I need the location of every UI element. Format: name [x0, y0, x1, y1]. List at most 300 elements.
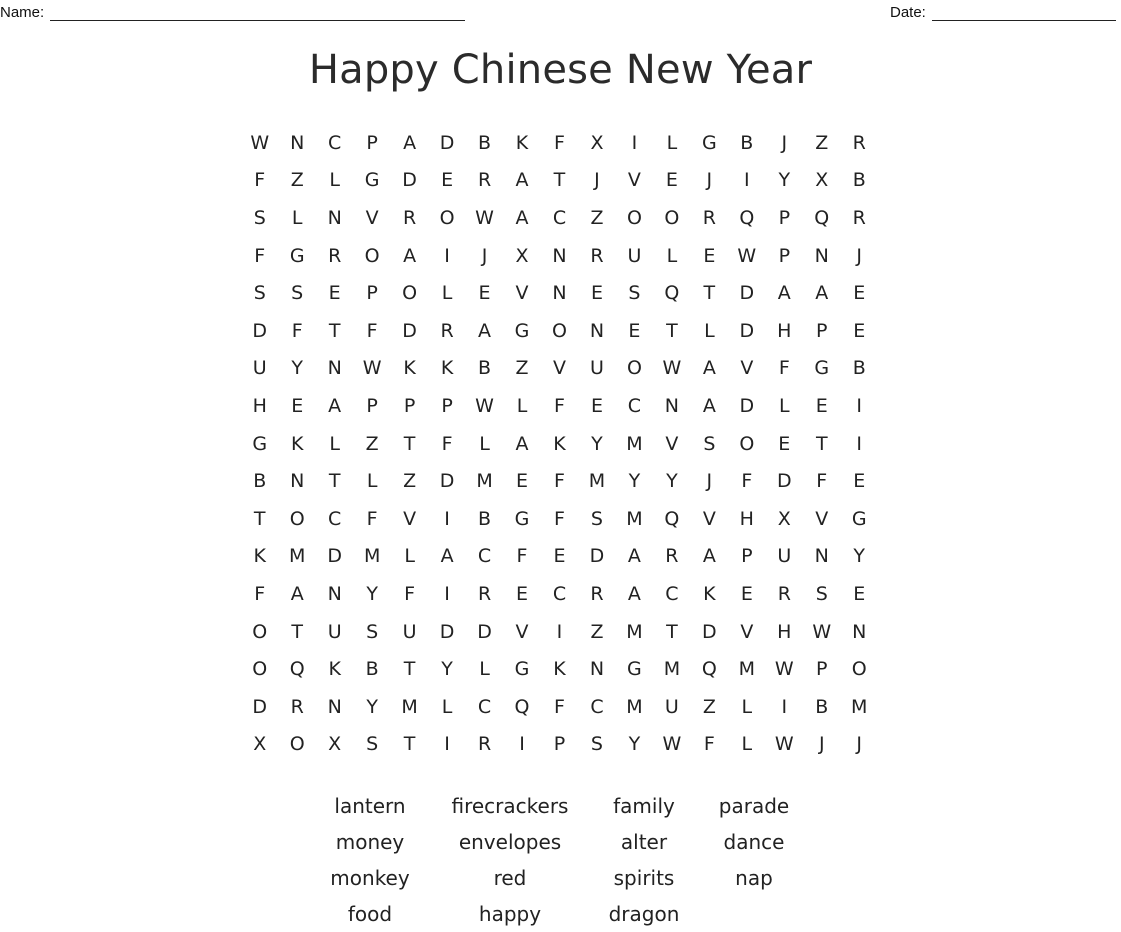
grid-letter[interactable]: K — [290, 432, 304, 455]
grid-letter[interactable]: G — [514, 319, 530, 342]
grid-letter[interactable]: R — [477, 169, 492, 192]
grid-letter[interactable]: B — [478, 357, 492, 380]
grid-letter[interactable]: F — [554, 131, 565, 154]
grid-letter[interactable]: H — [739, 507, 754, 530]
grid-letter[interactable]: P — [816, 319, 828, 342]
page-title: Happy Chinese New Year — [308, 47, 813, 93]
grid-letter[interactable]: M — [588, 470, 606, 493]
grid-letter[interactable]: G — [627, 658, 642, 681]
grid-letter[interactable]: N — [327, 206, 342, 229]
grid-letter[interactable]: Y — [628, 470, 641, 493]
grid-letter[interactable]: E — [553, 545, 566, 568]
grid-letter[interactable]: Q — [814, 206, 830, 229]
grid-letter[interactable]: R — [477, 582, 492, 605]
grid-letter[interactable]: S — [291, 282, 304, 305]
grid-letter[interactable]: Y — [778, 169, 791, 192]
grid-letter[interactable]: N — [852, 620, 867, 643]
grid-letter[interactable]: W — [250, 131, 270, 154]
date-blank-line[interactable] — [932, 4, 1116, 21]
grid-letter[interactable]: I — [444, 507, 450, 530]
grid-letter[interactable]: M — [626, 695, 643, 718]
grid-letter[interactable]: B — [852, 169, 866, 192]
grid-letter[interactable]: N — [327, 357, 342, 380]
grid-letter[interactable]: A — [440, 545, 454, 568]
grid-letter[interactable]: I — [631, 131, 638, 154]
grid-letter[interactable]: D — [739, 319, 755, 342]
grid-letter[interactable]: T — [403, 733, 416, 756]
grid-letter[interactable]: D — [439, 131, 455, 154]
grid-letter[interactable]: Y — [628, 733, 641, 756]
grid-letter[interactable]: G — [514, 658, 530, 681]
grid-letter[interactable]: B — [815, 695, 829, 718]
grid-letter[interactable]: J — [706, 470, 713, 493]
grid-letter[interactable]: E — [665, 169, 678, 192]
grid-letter[interactable]: Y — [591, 432, 603, 455]
grid-letter[interactable]: J — [856, 244, 863, 267]
grid-letter[interactable]: T — [553, 169, 566, 192]
grid-letter[interactable]: T — [291, 620, 303, 643]
grid-letter[interactable]: P — [366, 282, 378, 305]
grid-letter[interactable]: I — [856, 432, 863, 455]
grid-letter[interactable]: V — [552, 357, 566, 380]
word-list — [300, 788, 820, 932]
grid-letter[interactable]: Q — [289, 658, 305, 681]
grid-letter[interactable]: O — [552, 319, 567, 342]
grid-letter[interactable]: E — [590, 282, 603, 305]
grid-letter[interactable]: J — [818, 733, 825, 756]
grid-letter[interactable]: G — [514, 507, 530, 530]
grid-letter[interactable]: U — [402, 620, 417, 643]
grid-letter[interactable]: E — [516, 470, 529, 493]
grid-letter[interactable]: M — [401, 695, 418, 718]
grid-letter[interactable]: A — [702, 545, 716, 568]
grid-letter[interactable]: W — [774, 733, 794, 756]
grid-letter[interactable]: L — [516, 394, 528, 417]
grid-letter[interactable]: L — [441, 695, 453, 718]
grid-letter[interactable]: F — [254, 244, 266, 267]
grid-letter[interactable]: F — [554, 470, 565, 493]
grid-letter[interactable]: R — [403, 206, 417, 229]
grid-letter[interactable]: G — [814, 357, 830, 380]
grid-letter[interactable]: I — [444, 733, 450, 756]
grid-letter[interactable]: O — [252, 620, 268, 643]
grid-letter[interactable]: U — [627, 244, 642, 267]
grid-letter[interactable]: B — [478, 507, 492, 530]
grid-letter[interactable]: A — [777, 282, 791, 305]
grid-letter[interactable]: R — [477, 733, 492, 756]
grid-letter[interactable]: J — [481, 244, 488, 267]
grid-letter[interactable]: V — [815, 507, 829, 530]
grid-letter[interactable]: V — [403, 507, 417, 530]
word-list-item: parade — [718, 794, 790, 818]
grid-letter[interactable]: S — [628, 282, 641, 305]
grid-letter[interactable]: N — [552, 244, 567, 267]
grid-letter[interactable]: R — [777, 582, 791, 605]
grid-letter[interactable]: K — [515, 131, 529, 154]
grid-letter[interactable]: Z — [290, 169, 304, 192]
grid-letter[interactable]: M — [626, 432, 643, 455]
grid-letter[interactable]: J — [706, 169, 713, 192]
grid-letter[interactable]: D — [477, 620, 492, 643]
grid-letter[interactable]: L — [366, 470, 378, 493]
grid-letter[interactable]: K — [553, 432, 566, 455]
grid-letter[interactable]: E — [853, 282, 866, 305]
grid-letter[interactable]: B — [253, 470, 267, 493]
grid-letter[interactable]: A — [515, 169, 529, 192]
grid-letter[interactable]: E — [441, 169, 454, 192]
grid-letter[interactable]: N — [327, 695, 342, 718]
grid-letter[interactable]: T — [666, 620, 678, 643]
grid-letter[interactable]: O — [364, 244, 380, 267]
grid-letter[interactable]: F — [404, 582, 416, 605]
grid-letter[interactable]: R — [328, 244, 342, 267]
grid-letter[interactable]: S — [253, 206, 266, 229]
grid-letter[interactable]: L — [329, 432, 340, 455]
grid-letter[interactable]: P — [366, 131, 378, 154]
grid-letter[interactable]: W — [475, 394, 494, 417]
grid-letter[interactable]: L — [479, 658, 490, 681]
grid-letter[interactable]: A — [403, 244, 417, 267]
grid-letter[interactable]: X — [328, 733, 342, 756]
grid-letter[interactable]: K — [440, 357, 454, 380]
grid-letter[interactable]: X — [777, 507, 791, 530]
grid-letter[interactable]: L — [404, 545, 415, 568]
grid-letter[interactable]: Q — [701, 658, 717, 681]
grid-letter[interactable]: F — [366, 319, 378, 342]
grid-letter[interactable]: R — [852, 131, 866, 154]
grid-letter[interactable]: T — [253, 507, 266, 530]
grid-letter[interactable]: I — [856, 394, 863, 417]
grid-letter[interactable]: D — [739, 282, 755, 305]
grid-letter[interactable]: S — [703, 432, 716, 455]
grid-letter[interactable]: P — [778, 244, 791, 267]
grid-letter[interactable]: A — [702, 394, 716, 417]
grid-letter[interactable]: V — [740, 620, 754, 643]
grid-letter[interactable]: O — [851, 658, 867, 681]
grid-letter[interactable]: F — [254, 582, 266, 605]
grid-letter[interactable]: E — [628, 319, 641, 342]
grid-letter[interactable]: A — [627, 545, 641, 568]
grid-letter[interactable]: P — [816, 658, 828, 681]
grid-letter[interactable]: P — [366, 394, 378, 417]
grid-letter[interactable]: L — [741, 733, 753, 756]
grid-letter[interactable]: I — [444, 244, 450, 267]
grid-letter[interactable]: M — [476, 470, 493, 493]
grid-letter[interactable]: N — [290, 470, 305, 493]
grid-letter[interactable]: F — [741, 470, 753, 493]
grid-letter[interactable]: A — [515, 432, 529, 455]
grid-letter[interactable]: E — [516, 582, 529, 605]
grid-letter[interactable]: N — [814, 545, 829, 568]
grid-letter[interactable]: M — [738, 658, 756, 681]
grid-letter[interactable]: C — [477, 545, 492, 568]
grid-letter[interactable]: V — [515, 282, 529, 305]
grid-letter[interactable]: L — [291, 206, 303, 229]
grid-letter[interactable]: G — [289, 244, 305, 267]
grid-letter[interactable]: I — [781, 695, 788, 718]
grid-letter[interactable]: T — [815, 432, 828, 455]
grid-letter[interactable]: L — [741, 695, 753, 718]
grid-letter[interactable]: F — [254, 169, 266, 192]
grid-letter[interactable]: O — [402, 282, 418, 305]
grid-letter[interactable]: U — [777, 545, 792, 568]
grid-letter[interactable]: T — [666, 319, 678, 342]
grid-letter[interactable]: L — [441, 282, 453, 305]
grid-letter[interactable]: L — [704, 319, 715, 342]
grid-letter[interactable]: T — [403, 658, 416, 681]
grid-letter[interactable]: V — [740, 357, 754, 380]
grid-letter[interactable]: R — [440, 319, 454, 342]
grid-letter[interactable]: Z — [702, 695, 716, 718]
grid-letter[interactable]: N — [290, 131, 305, 154]
grid-letter[interactable]: P — [553, 733, 566, 756]
grid-letter[interactable]: L — [779, 394, 790, 417]
grid-letter[interactable]: E — [853, 319, 866, 342]
grid-letter[interactable]: D — [402, 319, 417, 342]
grid-letter[interactable]: O — [739, 432, 755, 455]
grid-letter[interactable]: E — [778, 432, 791, 455]
grid-letter[interactable]: Q — [664, 282, 680, 305]
grid-letter[interactable]: N — [814, 244, 829, 267]
grid-letter[interactable]: E — [291, 394, 304, 417]
grid-letter[interactable]: Z — [515, 357, 529, 380]
grid-letter[interactable]: F — [554, 507, 565, 530]
grid-letter[interactable]: S — [815, 582, 828, 605]
grid-letter[interactable]: U — [327, 620, 342, 643]
grid-letter[interactable]: Y — [291, 357, 303, 380]
grid-letter[interactable]: D — [402, 169, 417, 192]
grid-letter[interactable]: K — [703, 582, 716, 605]
grid-letter[interactable]: N — [589, 658, 605, 681]
grid-letter[interactable]: U — [252, 357, 267, 380]
grid-letter[interactable]: H — [777, 620, 792, 643]
grid-letter[interactable]: A — [328, 394, 342, 417]
grid-letter[interactable]: A — [403, 131, 417, 154]
name-blank-line[interactable] — [50, 4, 465, 21]
grid-letter[interactable]: F — [554, 695, 565, 718]
grid-letter[interactable]: C — [552, 582, 567, 605]
grid-letter[interactable]: T — [328, 319, 341, 342]
grid-letter[interactable]: Y — [366, 695, 378, 718]
grid-letter[interactable]: T — [328, 470, 341, 493]
grid-letter[interactable]: F — [366, 507, 378, 530]
grid-letter[interactable]: O — [252, 658, 268, 681]
grid-letter[interactable]: I — [744, 169, 750, 192]
grid-letter[interactable]: O — [439, 206, 455, 229]
grid-letter[interactable]: D — [776, 470, 792, 493]
grid-letter[interactable]: P — [778, 206, 791, 229]
grid-letter[interactable]: F — [291, 319, 303, 342]
grid-letter[interactable]: D — [739, 394, 755, 417]
word-list-item: dance — [723, 830, 785, 854]
grid-letter[interactable]: P — [441, 394, 453, 417]
grid-letter[interactable]: D — [439, 620, 455, 643]
grid-letter[interactable]: R — [590, 582, 604, 605]
grid-letter[interactable]: U — [589, 357, 604, 380]
grid-letter[interactable]: E — [328, 282, 341, 305]
grid-letter[interactable]: A — [815, 282, 829, 305]
grid-letter[interactable]: W — [475, 206, 494, 229]
grid-letter[interactable]: A — [290, 582, 304, 605]
grid-letter[interactable]: B — [740, 131, 754, 154]
grid-letter[interactable]: K — [328, 658, 341, 681]
grid-letter[interactable]: R — [290, 695, 304, 718]
grid-letter[interactable]: I — [444, 582, 450, 605]
grid-letter[interactable]: D — [439, 470, 455, 493]
grid-letter[interactable]: Y — [366, 582, 378, 605]
grid-letter[interactable]: F — [778, 357, 790, 380]
grid-letter[interactable]: X — [815, 169, 829, 192]
grid-letter[interactable]: U — [664, 695, 679, 718]
grid-letter[interactable]: T — [403, 432, 416, 455]
grid-letter[interactable]: I — [519, 733, 525, 756]
grid-letter[interactable]: S — [590, 733, 603, 756]
grid-letter[interactable]: C — [552, 206, 567, 229]
grid-letter[interactable]: B — [478, 131, 492, 154]
grid-letter[interactable]: Q — [739, 206, 755, 229]
grid-letter[interactable]: V — [665, 432, 679, 455]
grid-letter[interactable]: K — [553, 658, 566, 681]
grid-letter[interactable]: D — [702, 620, 717, 643]
grid-letter[interactable]: A — [627, 582, 641, 605]
grid-letter[interactable]: Z — [365, 432, 379, 455]
grid-letter[interactable]: C — [665, 582, 679, 605]
grid-letter[interactable]: C — [328, 507, 342, 530]
grid-letter[interactable]: H — [777, 319, 792, 342]
grid-letter[interactable]: Y — [441, 658, 453, 681]
grid-letter[interactable]: D — [252, 695, 268, 718]
grid-letter[interactable]: O — [626, 206, 642, 229]
grid-letter[interactable]: R — [590, 244, 604, 267]
grid-letter[interactable]: L — [329, 169, 340, 192]
grid-letter[interactable]: G — [701, 131, 717, 154]
grid-letter[interactable]: O — [289, 507, 305, 530]
grid-letter[interactable]: C — [627, 394, 642, 417]
grid-letter[interactable]: L — [666, 131, 678, 154]
grid-letter[interactable]: C — [590, 695, 604, 718]
grid-letter[interactable]: G — [364, 169, 380, 192]
grid-letter[interactable]: E — [590, 394, 603, 417]
grid-letter[interactable]: E — [478, 282, 491, 305]
grid-letter[interactable]: D — [589, 545, 605, 568]
grid-letter[interactable]: N — [589, 319, 605, 342]
grid-letter[interactable]: C — [477, 695, 492, 718]
grid-letter[interactable]: F — [441, 432, 453, 455]
grid-letter[interactable]: Y — [853, 545, 866, 568]
grid-letter[interactable]: A — [515, 206, 529, 229]
grid-letter[interactable]: Q — [514, 695, 530, 718]
grid-letter[interactable]: J — [781, 131, 788, 154]
grid-letter[interactable]: Z — [590, 620, 604, 643]
grid-letter[interactable]: V — [365, 206, 379, 229]
word-list-row — [300, 824, 820, 860]
grid-letter[interactable]: M — [289, 545, 306, 568]
grid-letter[interactable]: X — [253, 733, 267, 756]
grid-letter[interactable]: F — [516, 545, 528, 568]
grid-letter[interactable]: O — [664, 206, 680, 229]
grid-letter[interactable]: H — [252, 394, 267, 417]
grid-letter[interactable]: N — [552, 282, 567, 305]
grid-letter[interactable]: D — [327, 545, 342, 568]
grid-letter[interactable]: V — [702, 507, 716, 530]
word-list-row — [300, 788, 820, 824]
grid-letter[interactable]: V — [627, 169, 641, 192]
grid-letter[interactable]: M — [851, 695, 868, 718]
grid-letter[interactable]: Q — [664, 507, 680, 530]
grid-letter[interactable]: Z — [403, 470, 417, 493]
grid-letter[interactable]: A — [478, 319, 492, 342]
grid-letter[interactable]: E — [815, 394, 828, 417]
grid-letter[interactable]: G — [851, 507, 867, 530]
grid-letter[interactable]: E — [853, 582, 866, 605]
grid-letter[interactable]: W — [774, 658, 794, 681]
grid-letter[interactable]: W — [812, 620, 832, 643]
grid-letter[interactable]: C — [328, 131, 342, 154]
grid-letter[interactable]: S — [366, 733, 379, 756]
grid-letter[interactable]: T — [703, 282, 716, 305]
grid-letter[interactable]: A — [702, 357, 716, 380]
grid-letter[interactable]: L — [666, 244, 678, 267]
grid-letter[interactable]: E — [740, 582, 753, 605]
grid-letter[interactable]: N — [664, 394, 679, 417]
grid-letter[interactable]: D — [252, 319, 268, 342]
grid-letter[interactable]: R — [665, 545, 679, 568]
grid-letter[interactable]: M — [626, 507, 643, 530]
grid-letter[interactable]: I — [556, 620, 563, 643]
grid-letter[interactable]: P — [741, 545, 753, 568]
grid-letter[interactable]: Z — [590, 206, 604, 229]
word-list-item: red — [493, 866, 527, 890]
grid-letter[interactable]: X — [515, 244, 529, 267]
date-field[interactable] — [890, 4, 1116, 21]
grid-letter[interactable]: S — [366, 620, 379, 643]
grid-letter[interactable]: B — [852, 357, 866, 380]
grid-letter[interactable]: J — [856, 733, 863, 756]
grid-letter[interactable]: O — [289, 733, 305, 756]
grid-letter[interactable]: F — [816, 470, 828, 493]
grid-letter[interactable]: M — [663, 658, 681, 681]
grid-letter[interactable]: K — [403, 357, 416, 380]
grid-letter[interactable]: K — [253, 545, 266, 568]
grid-letter[interactable]: W — [662, 733, 682, 756]
grid-letter[interactable]: R — [702, 206, 716, 229]
grid-letter[interactable]: M — [626, 620, 643, 643]
grid-letter[interactable]: S — [253, 282, 266, 305]
grid-letter[interactable]: W — [662, 357, 682, 380]
grid-letter[interactable]: W — [737, 244, 757, 267]
grid-letter[interactable]: S — [590, 507, 603, 530]
grid-letter[interactable]: Y — [666, 470, 678, 493]
grid-letter[interactable]: L — [479, 432, 490, 455]
grid-letter[interactable]: N — [327, 582, 342, 605]
grid-letter[interactable]: O — [626, 357, 642, 380]
grid-letter[interactable]: F — [554, 394, 565, 417]
grid-letter[interactable]: G — [252, 432, 268, 455]
grid-letter[interactable]: M — [363, 545, 381, 568]
grid-letter[interactable]: P — [403, 394, 416, 417]
grid-letter[interactable]: B — [365, 658, 379, 681]
grid-letter[interactable]: Z — [815, 131, 829, 154]
grid-letter[interactable]: V — [515, 620, 529, 643]
grid-letter[interactable]: R — [852, 206, 866, 229]
grid-letter[interactable]: J — [594, 169, 600, 192]
grid-letter[interactable]: E — [853, 470, 866, 493]
name-field[interactable] — [0, 4, 465, 21]
grid-letter[interactable]: W — [362, 357, 382, 380]
grid-letter[interactable]: F — [703, 733, 715, 756]
grid-letter[interactable]: X — [590, 131, 604, 154]
grid-letter[interactable]: E — [703, 244, 716, 267]
